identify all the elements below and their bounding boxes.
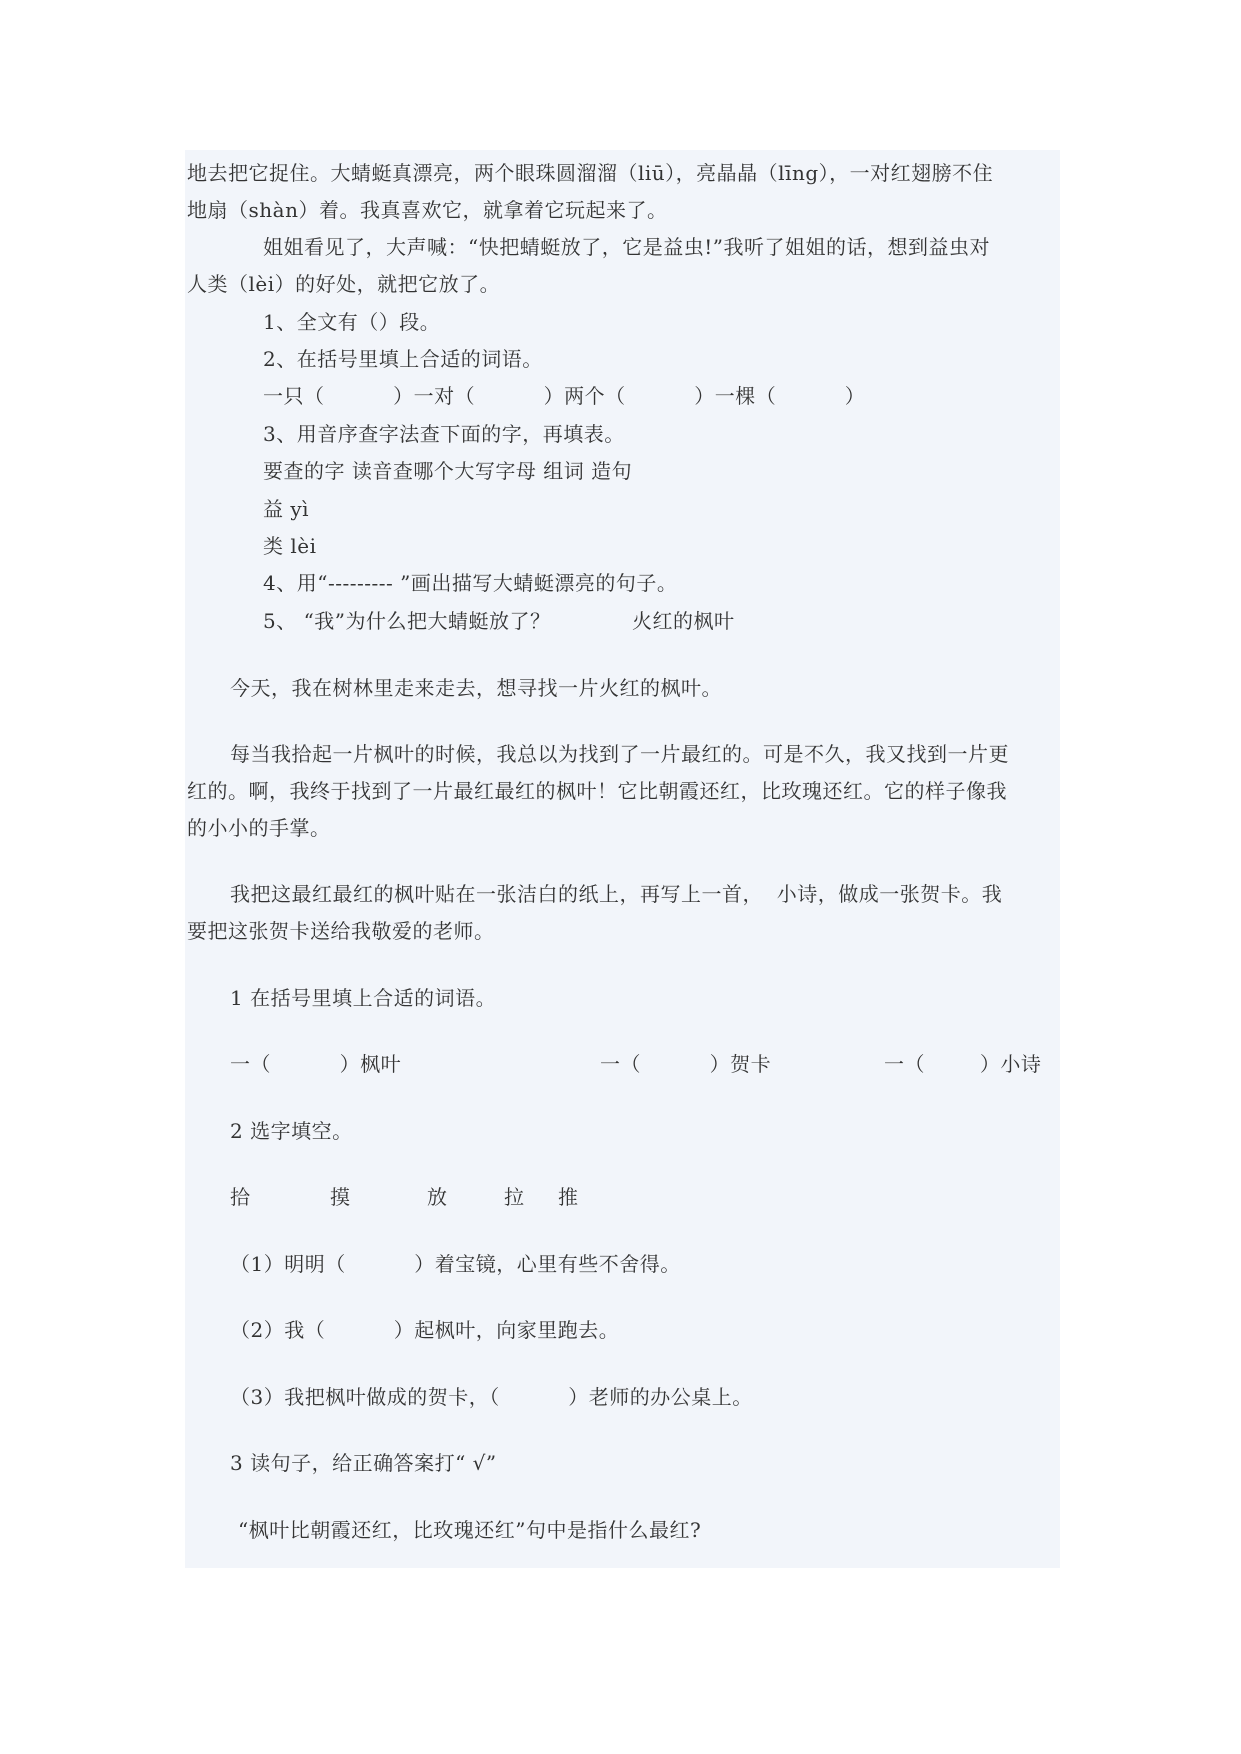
- passage1-line1: 地去把它捉住。大蜻蜓真漂亮，两个眼珠圆溜溜（liū），亮晶晶（līng），一对红翅膀不住: [187, 161, 994, 185]
- passage2-p2-line1: 每当我拾起一片枫叶的时候，我总以为找到了一片最红的。可是不久，我又找到一片更: [230, 742, 1009, 766]
- exercise-3-sentence: “枫叶比朝霞还红，比玫瑰还红”句中是指什么最红?: [238, 1518, 702, 1542]
- exercise-1: 1 在括号里填上合适的词语。: [230, 986, 497, 1010]
- choice-word: 推: [558, 1185, 579, 1209]
- exercise-1-blank-a: 一（ ）枫叶: [230, 1052, 402, 1076]
- question-1: 1、全文有（）段。: [263, 310, 441, 334]
- question-2-blanks: 一只（ ）一对（ ）两个（ ）一棵（ ）: [263, 384, 866, 408]
- choice-word: 摸: [330, 1185, 351, 1209]
- passage2-p2-line2: 红的。啊，我终于找到了一片最红最红的枫叶！它比朝霞还红，比玫瑰还红。它的样子像我: [187, 779, 1007, 803]
- exercise-2: 2 选字填空。: [230, 1119, 353, 1143]
- question-2: 2、在括号里填上合适的词语。: [263, 347, 543, 371]
- question-5: 5、 “我”为什么把大蜻蜓放了？: [263, 609, 551, 633]
- passage1-line4: 人类（lèi）的好处，就把它放了。: [187, 272, 501, 296]
- choice-word: 拉: [504, 1185, 525, 1209]
- question-4: 4、用“--------- ”画出描写大蜻蜓漂亮的句子。: [263, 571, 678, 595]
- question-3-row-1: 益 yì: [263, 497, 310, 521]
- passage2-paragraph1: 今天，我在树林里走来走去，想寻找一片火红的枫叶。: [230, 676, 722, 700]
- choice-word: 放: [427, 1185, 448, 1209]
- passage2-p3-line2: 要把这张贺卡送给我敬爱的老师。: [187, 919, 495, 943]
- exercise-2-sentence-2: （2）我（ ）起枫叶，向家里跑去。: [230, 1318, 620, 1342]
- passage2-title: 火红的枫叶: [632, 609, 735, 633]
- passage2-p2-line3: 的小小的手掌。: [187, 816, 331, 840]
- passage1-line3: 姐姐看见了，大声喊：“快把蜻蜓放了，它是益虫!”我听了姐姐的话，想到益虫对: [263, 235, 990, 259]
- exercise-1-blank-c: 一（ ）小诗: [884, 1052, 1042, 1076]
- exercise-3: 3 读句子，给正确答案打“ √”: [230, 1451, 497, 1475]
- question-3: 3、用音序查字法查下面的字，再填表。: [263, 422, 625, 446]
- question-3-row-2: 类 lèi: [263, 534, 317, 558]
- exercise-1-blank-b: 一（ ）贺卡: [600, 1052, 772, 1076]
- passage1-line2: 地扇（shàn）着。我真喜欢它，就拿着它玩起来了。: [187, 198, 668, 222]
- choice-word: 拾: [230, 1185, 251, 1209]
- question-3-table-header: 要查的字 读音查哪个大写字母 组词 造句: [263, 459, 633, 483]
- passage2-p3-line1: 我把这最红最红的枫叶贴在一张洁白的纸上，再写上一首， 小诗，做成一张贺卡。我: [230, 882, 1003, 906]
- exercise-2-sentence-3: （3）我把枫叶做成的贺卡，（ ）老师的办公桌上。: [230, 1385, 753, 1409]
- exercise-2-sentence-1: （1）明明（ ）着宝镜，心里有些不舍得。: [230, 1252, 681, 1276]
